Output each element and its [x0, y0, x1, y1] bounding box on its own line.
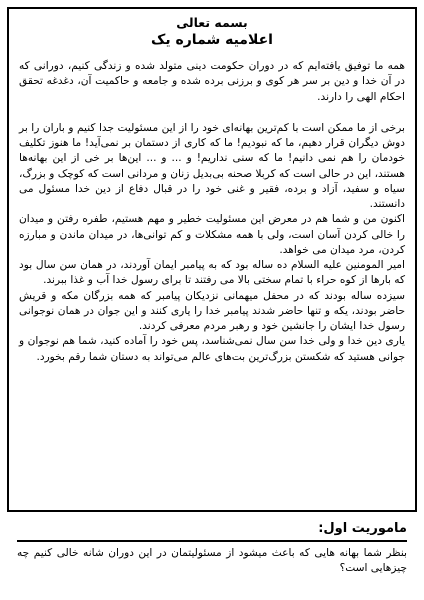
announcement-body: [19, 59, 405, 365]
paragraph-4: امیر المومنین علیه السلام ده ساله بود که به پیامبر ایمان آوردند، در همان سن سال بود که بارها از کوه حراء با تمام سختی بالا می رفتند تا برای رسول خدا آب و غذا ببرند.: [19, 259, 405, 287]
paragraph-1: همه ما توفیق یافته‌ایم که در دوران حکومت دینی متولد شده و زندگی کنیم، دورانی که در آن خدا و دین بر سر هر کوی و برزنی برده شده و جامعه و حاکمیت آن، دغدغه تحقق احکام الهی را دارند.: [19, 60, 405, 103]
bismillah-heading: بسمه تعالی: [176, 15, 248, 30]
paragraph-3: اکنون من و شما هم در معرض این مسئولیت خطیر و مهم هستیم، طفره رفتن و میدان را خالی کردن آسان است، ولی با همه مشکلات و کم توانی‌ها، در میدان ماندن و مبارزه کردن، مرد میدان می خواهد.: [19, 213, 405, 256]
mission-question: بنظر شما بهانه هایی که باعث میشود از مسئولیتمان در این دوران شانه خالی کنیم چه چیزهایی است؟: [17, 547, 407, 574]
paragraph-2: برخی از ما ممکن است با کم‌ترین بهانه‌ای خود را از این مسئولیت جدا کنیم و باران را بر دوش دیگران قرار دهیم، ما که نبودیم! ما که کاری از دستمان بر نمی‌آید! ما هنوز تکلیف خودمان را هم نمی دانیم! ما که سنی نداریم! و ... و ... این‌ها بر خی از این بهانه‌ها هستند، این در حالی است که کربلا صحنه بی‌بدیل زنان و مردانی است که کوچک و بزرگ، سیاه و سفید، آزاد و برده، فقیر و غنی خود را در قبال دفاع از دین خدا مسئول می دانستند.: [19, 121, 405, 210]
paragraph-5: سیزده ساله بودند که در محفل میهمانی نزدیکان پیامبر که همه بزرگان مکه و قریش حاضر بودند، یکه و تنها حاضر شدند پیامبر خدا را یاری کنند و این جوان در همان نوجوانی رسول خدا ایشان را جانشین خود و رهبر مردم معرفی کردند.: [19, 289, 405, 332]
mission-title: ماموریت اول:: [17, 520, 407, 542]
announcement-title: اعلامیه شماره یک: [151, 32, 273, 48]
paragraph-gap: [19, 105, 405, 121]
mission-section: [7, 520, 417, 592]
announcement-frame: [7, 7, 417, 512]
paragraph-6: یاری دین خدا و ولی خدا سن سال نمی‌شناسد، پس خود را آماده کنید، شما هم نوجوان و جوانی هستید که شکستن بزرگ‌ترین بت‌های عالم می‌تواند به دستان شما رقم بخورد.: [19, 335, 405, 363]
